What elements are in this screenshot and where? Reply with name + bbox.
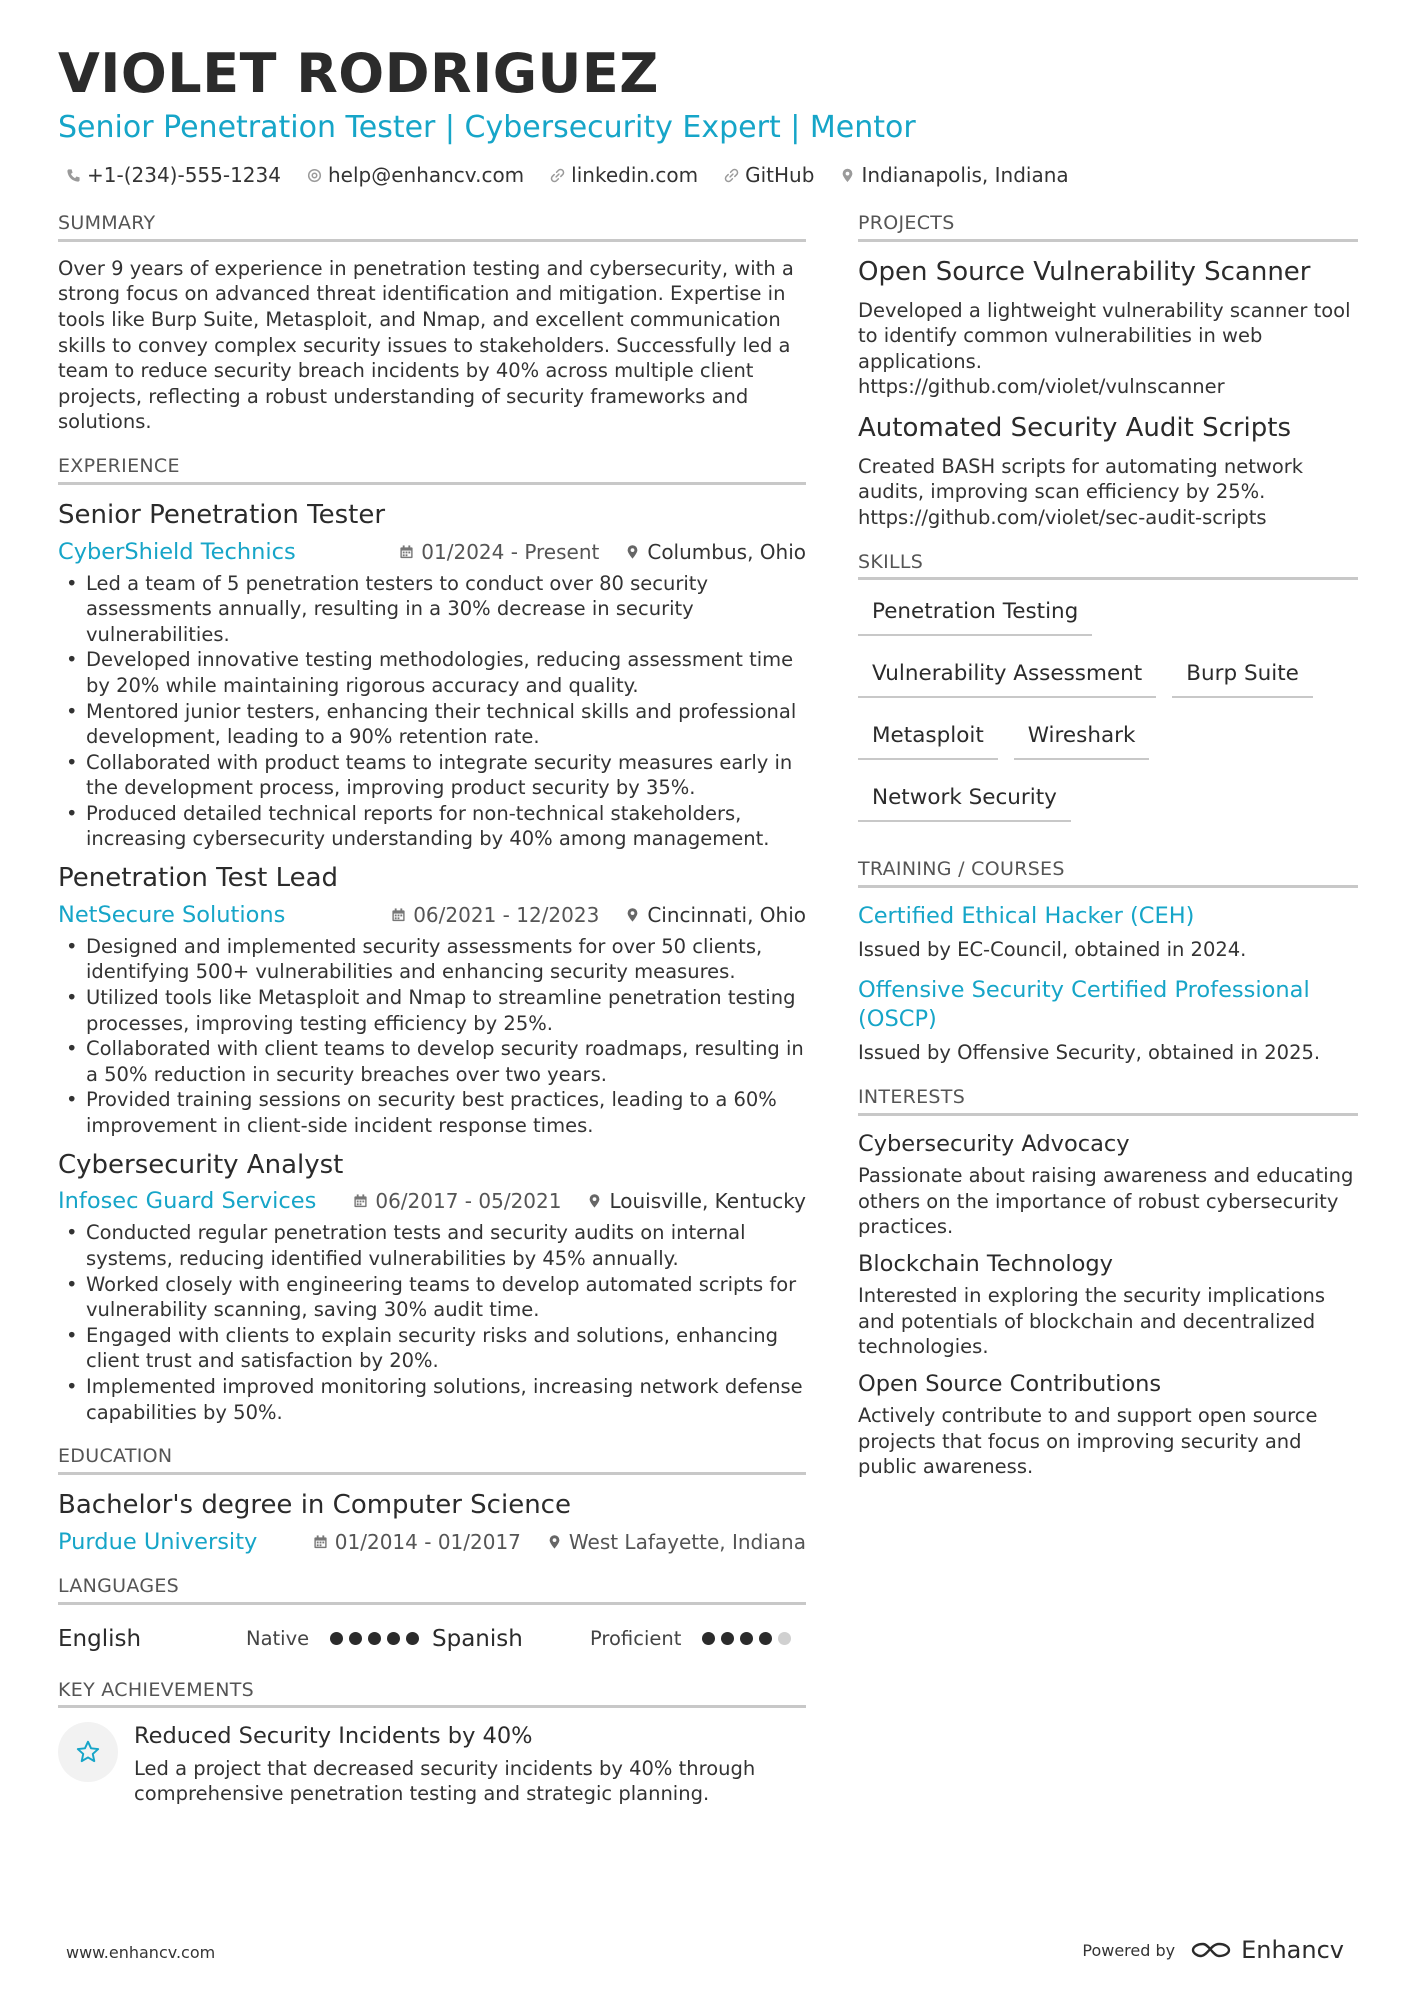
skill-list (858, 594, 1358, 822)
interest-desc: Interested in exploring the security implications and potentials of blockchain and decentralized technologies. (858, 1284, 1326, 1359)
course-desc: Issued by EC-Council, obtained in 2024. (858, 937, 1247, 961)
experience-heading: EXPERIENCE (58, 455, 806, 485)
contact-github[interactable] (724, 163, 814, 187)
projects-section (858, 212, 1358, 531)
brand-name: Enhancv (1241, 1936, 1344, 1964)
skills-section (858, 551, 1358, 823)
job-entry (58, 499, 806, 852)
calendar-icon (399, 544, 414, 560)
achievement-body (134, 1722, 806, 1806)
job-location-text: Columbus, Ohio (647, 539, 806, 564)
proficiency-dots (330, 1632, 419, 1645)
enhancv-logo-icon (1189, 1938, 1233, 1962)
calendar-icon (353, 1193, 368, 1209)
project-title: Open Source Vulnerability Scanner (858, 256, 1311, 287)
language-name: English (58, 1625, 142, 1652)
job-entry (58, 1149, 806, 1426)
bullet-item: • Utilized tools like Metasploit and Nmap to streamline penetration testing processes, improving testing efficiency by 25%. (58, 985, 806, 1036)
bullet-item: • Provided training sessions on security best practices, leading to a 60% improvement in client-side incident response times. (58, 1087, 806, 1138)
at-icon (307, 168, 322, 183)
job-title: Penetration Test Lead (58, 863, 339, 894)
job-dates-text: 06/2017 - 05/2021 (375, 1189, 562, 1214)
training-heading: TRAINING / COURSES (858, 858, 1358, 888)
skill-tag: Vulnerability Assessment (858, 656, 1156, 698)
calendar-icon (391, 907, 406, 923)
language-name: Spanish (432, 1625, 523, 1652)
language-list (58, 1619, 806, 1659)
skill-tag: Burp Suite (1172, 656, 1313, 698)
contact-bar (66, 163, 1069, 187)
school-name: Purdue University (58, 1528, 258, 1555)
job-title: Senior Penetration Tester (58, 499, 386, 530)
proficiency-dot-filled (349, 1632, 362, 1645)
skill-tag: Wireshark (1014, 718, 1150, 760)
bullet-item: • Led a team of 5 penetration testers to conduct over 80 security assessments annually, resulting in a 30% decrease in security vulnerabilities. (58, 571, 806, 648)
bullet-item: • Collaborated with client teams to develop security roadmaps, resulting in a 50% reduction in security breaches over two years. (58, 1036, 806, 1087)
job-dates (391, 903, 599, 927)
projects-heading: PROJECTS (858, 212, 1358, 242)
language-item (432, 1626, 806, 1652)
skill-tag: Metasploit (858, 718, 998, 760)
job-dates (399, 540, 599, 564)
project-link[interactable]: https://github.com/violet/sec-audit-scripts (858, 505, 1267, 529)
proficiency-dot-empty (778, 1632, 791, 1645)
project-desc-text: Created BASH scripts for automating network audits, improving scan efficiency by 25%. (858, 454, 1304, 504)
proficiency-dot-filled (759, 1632, 772, 1645)
bullet-item: • Designed and implemented security assessments for over 50 clients, identifying 500+ vulnerabilities and enhancing security measures. (58, 934, 806, 985)
job-dates-text: 01/2024 - Present (421, 539, 600, 564)
location-icon (625, 907, 640, 923)
phone-icon (66, 168, 81, 183)
course-item (858, 976, 1358, 1066)
calendar-icon (313, 1534, 328, 1550)
project-title: Automated Security Audit Scripts (858, 412, 1292, 443)
job-location (625, 540, 806, 564)
bullet-item: • Implemented improved monitoring solutions, increasing network defense capabilities by 50%. (58, 1374, 806, 1425)
proficiency-dot-filled (406, 1632, 419, 1645)
proficiency-dot-filled (387, 1632, 400, 1645)
bullet-item: • Worked closely with engineering teams to develop automated scripts for vulnerability scanning, saving 30% audit time. (58, 1272, 806, 1323)
company-name: NetSecure Solutions (58, 901, 286, 928)
job-meta (58, 1188, 806, 1214)
achievement-item (58, 1722, 806, 1806)
interest-title: Blockchain Technology (858, 1250, 1113, 1277)
bullet-item: • Collaborated with product teams to integrate security measures early in the development process, improving product security by 35%. (58, 750, 806, 801)
skills-heading: SKILLS (858, 551, 1358, 581)
candidate-name: VIOLET RODRIGUEZ (58, 42, 659, 105)
proficiency-dot-filled (740, 1632, 753, 1645)
contact-phone-text: +1-(234)-555-1234 (87, 163, 281, 187)
proficiency-dot-filled (702, 1632, 715, 1645)
contact-email[interactable] (307, 163, 524, 187)
project-link[interactable]: https://github.com/violet/vulnscanner (858, 375, 1225, 399)
location-icon (587, 1193, 602, 1209)
summary-text: Over 9 years of experience in penetration testing and cybersecurity, with a strong focus on advanced threat identification and mitigation. Expertise in tools like Burp Suite, Metasploit, and Nmap, and excellent communication skills to convey complex security issues to stakeholders. Successfully led a team to reduce security breach incidents by 40% across multiple client projects, reflecting a robust understanding of security frameworks and solutions. (58, 256, 794, 434)
contact-linkedin[interactable] (550, 163, 698, 187)
job-bullets (58, 571, 806, 853)
job-meta (58, 902, 806, 928)
company-name: Infosec Guard Services (58, 1188, 317, 1215)
proficiency-dot-filled (330, 1632, 343, 1645)
course-title: Offensive Security Certified Professional (OSCP) (858, 977, 1310, 1033)
interest-item (858, 1130, 1358, 1240)
education-dates (313, 1530, 521, 1554)
job-bullets (58, 1220, 806, 1425)
bullet-item: • Conducted regular penetration tests and security audits on internal systems, reducing identified vulnerabilities by 45% annually. (58, 1220, 806, 1271)
skill-tag: Penetration Testing (858, 594, 1092, 636)
project-desc-text: Developed a lightweight vulnerability scanner tool to identify common vulnerabilities in web applications. (858, 298, 1351, 373)
language-level: Native (246, 1627, 310, 1651)
education-heading: EDUCATION (58, 1445, 806, 1475)
brand-logo[interactable] (1189, 1936, 1344, 1964)
link-icon (550, 168, 565, 183)
job-dates (353, 1189, 561, 1213)
language-item (58, 1626, 432, 1652)
education-meta (58, 1529, 806, 1555)
interest-item (858, 1250, 1358, 1360)
interest-desc: Passionate about raising awareness and educating others on the importance of robust cybersecurity practices. (858, 1164, 1354, 1239)
job-bullets (58, 934, 806, 1139)
bullet-item: • Developed innovative testing methodologies, reducing assessment time by 20% while maintaining rigorous accuracy and quality. (58, 647, 806, 698)
company-name: CyberShield Technics (58, 538, 296, 565)
education-location (547, 1530, 806, 1554)
interests-heading: INTERESTS (858, 1086, 1358, 1116)
course-desc: Issued by Offensive Security, obtained in 2025. (858, 1041, 1321, 1065)
job-location-text: Cincinnati, Ohio (647, 902, 806, 927)
job-dates-text: 06/2021 - 12/2023 (413, 902, 600, 927)
contact-location-text: Indianapolis, Indiana (861, 163, 1069, 187)
job-entry (58, 862, 806, 1139)
achievement-title: Reduced Security Incidents by 40% (134, 1723, 533, 1750)
footer-branding (1082, 1936, 1344, 1964)
job-location (587, 1189, 806, 1213)
interest-item (858, 1370, 1358, 1480)
contact-location (840, 163, 1068, 187)
job-title: Cybersecurity Analyst (58, 1149, 344, 1180)
interest-title: Open Source Contributions (858, 1370, 1162, 1397)
interest-desc: Actively contribute to and support open source projects that focus on improving security and public awareness. (858, 1404, 1318, 1479)
location-icon (840, 168, 855, 183)
contact-email-text: help@enhancv.com (327, 163, 525, 187)
proficiency-dot-filled (368, 1632, 381, 1645)
degree-title: Bachelor's degree in Computer Science (58, 1489, 571, 1520)
course-item (858, 902, 1358, 963)
project-desc (858, 298, 1358, 400)
bullet-item: • Produced detailed technical reports for non-technical stakeholders, increasing cybersecurity understanding by 40% among management. (58, 801, 806, 852)
link-icon (724, 168, 739, 183)
education-dates-text: 01/2014 - 01/2017 (334, 1529, 521, 1554)
interest-title: Cybersecurity Advocacy (858, 1130, 1130, 1157)
project-item (858, 256, 1358, 400)
experience-section (58, 455, 806, 1425)
contact-phone[interactable] (66, 163, 281, 187)
right-column (858, 212, 1358, 1500)
contact-linkedin-text: linkedin.com (571, 163, 699, 187)
achievement-desc: Led a project that decreased security incidents by 40% through comprehensive penetration testing and strategic planning. (134, 1756, 756, 1806)
languages-heading: LANGUAGES (58, 1575, 806, 1605)
skill-tag: Network Security (858, 780, 1071, 822)
location-icon (547, 1534, 562, 1550)
left-column (58, 212, 806, 1827)
footer-website[interactable]: www.enhancv.com (66, 1943, 216, 1962)
bullet-item: • Engaged with clients to explain security risks and solutions, enhancing client trust and satisfaction by 20%. (58, 1323, 806, 1374)
training-section (858, 858, 1358, 1066)
bullet-item: • Mentored junior testers, enhancing their technical skills and professional development, leading to a 90% retention rate. (58, 699, 806, 750)
languages-section (58, 1575, 806, 1659)
contact-github-text: GitHub (745, 163, 815, 187)
proficiency-dot-filled (721, 1632, 734, 1645)
education-section (58, 1445, 806, 1555)
course-title: Certified Ethical Hacker (CEH) (858, 902, 1195, 929)
proficiency-dots (702, 1632, 791, 1645)
achievements-heading: KEY ACHIEVEMENTS (58, 1679, 806, 1709)
job-meta (58, 539, 806, 565)
education-location-text: West Lafayette, Indiana (568, 1529, 806, 1554)
summary-heading: SUMMARY (58, 212, 806, 242)
location-icon (625, 544, 640, 560)
interests-section (858, 1086, 1358, 1480)
language-level: Proficient (590, 1627, 682, 1651)
achievements-section (58, 1679, 806, 1807)
star-icon (75, 1739, 101, 1765)
job-location-text: Louisville, Kentucky (609, 1189, 806, 1214)
achievement-icon-badge (58, 1722, 118, 1782)
project-item (858, 412, 1358, 531)
summary-section (58, 212, 806, 435)
job-location (625, 903, 806, 927)
project-desc (858, 454, 1358, 531)
headline: Senior Penetration Tester | Cybersecurity Expert | Mentor (58, 110, 916, 145)
powered-by-label: Powered by (1082, 1940, 1176, 1960)
